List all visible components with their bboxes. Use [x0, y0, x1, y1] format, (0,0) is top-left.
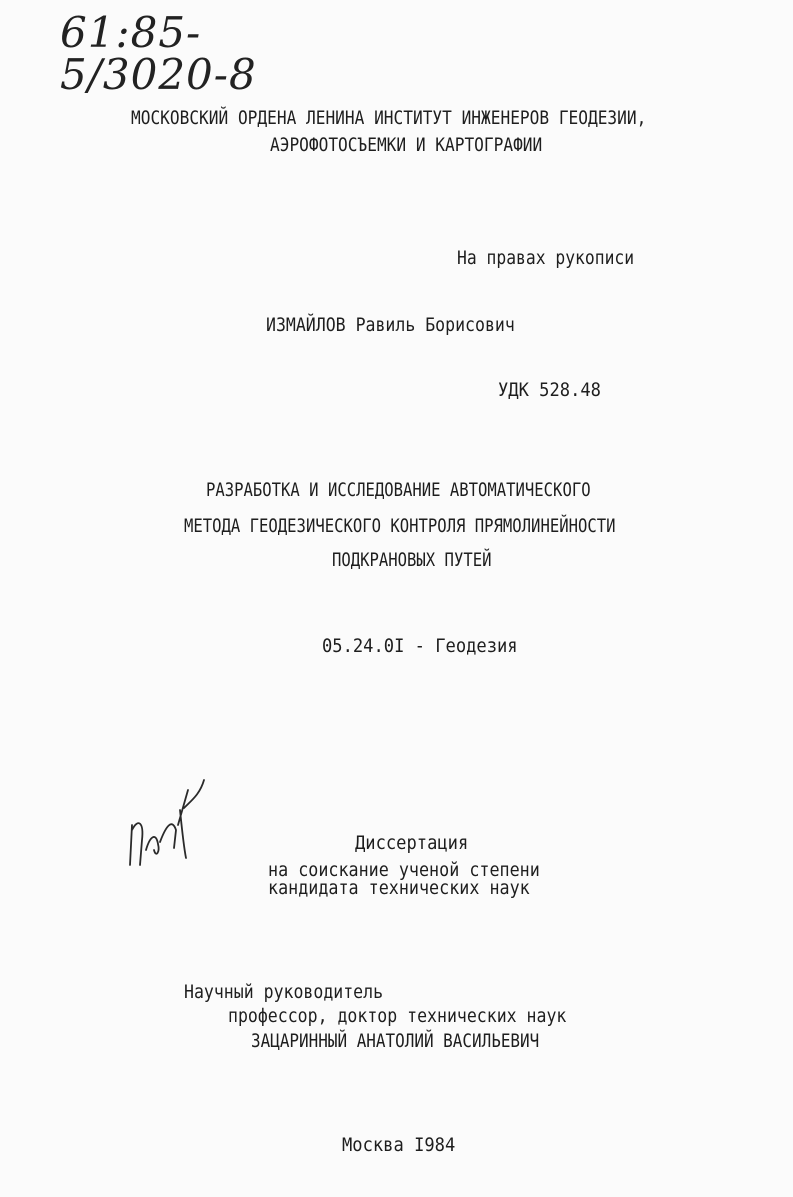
dissertation-label-text: Диссертация	[355, 832, 469, 854]
dissertation-degree-line-text: на соискание ученой степени	[268, 859, 540, 881]
archive-code-handwritten: 61:85-5/3020-8	[60, 8, 257, 99]
title-line-2	[184, 517, 710, 536]
title-line-2-text: МЕТОДА ГЕОДЕЗИЧЕСКОГО КОНТРОЛЯ ПРЯМОЛИНЕЙНОСТИ	[184, 515, 616, 537]
institution-line-2	[270, 136, 590, 155]
institution-line-1	[131, 109, 737, 128]
advisor-label-text: Научный руководитель	[184, 981, 384, 1003]
dissertation-label	[355, 834, 481, 853]
udc-code-text: УДК 528.48	[498, 379, 601, 401]
title-line-1-text: РАЗРАБОТКА И ИССЛЕДОВАНИЕ АВТОМАТИЧЕСКОГО	[206, 479, 591, 501]
advisor-label	[184, 983, 413, 1002]
advisor-title-text: профессор, доктор технических наук	[228, 1005, 567, 1027]
footer-city-year	[342, 1136, 468, 1155]
manuscript-note	[457, 249, 663, 268]
advisor-name-text: ЗАЦАРИННЫЙ АНАТОЛИЙ ВАСИЛЬЕВИЧ	[251, 1030, 540, 1052]
author-name	[266, 316, 552, 335]
title-line-3	[332, 551, 526, 570]
advisor-name	[251, 1032, 594, 1051]
manuscript-note-text: На правах рукописи	[457, 247, 635, 269]
dissertation-field-line-text: кандидата технических наук	[268, 877, 530, 899]
specialty-code-text: 05.24.0I - Геодезия	[322, 635, 518, 657]
title-line-1	[206, 481, 675, 500]
title-line-3-text: ПОДКРАНОВЫХ ПУТЕЙ	[332, 549, 492, 571]
handwritten-signature	[120, 770, 210, 890]
specialty-code	[322, 637, 539, 656]
dissertation-field-line	[268, 879, 565, 898]
institution-line-1-text: МОСКОВСКИЙ ОРДЕНА ЛЕНИНА ИНСТИТУТ ИНЖЕНЕРОВ ГЕОДЕЗИИ,	[131, 107, 647, 129]
advisor-title	[228, 1007, 617, 1026]
institution-line-2-text: АЭРОФОТОСЪЕМКИ И КАРТОГРАФИИ	[270, 134, 543, 156]
udc-code	[498, 381, 612, 400]
footer-city-year-text: Москва I984	[342, 1134, 456, 1156]
author-name-text: ИЗМАЙЛОВ Равиль Борисович	[266, 314, 515, 336]
